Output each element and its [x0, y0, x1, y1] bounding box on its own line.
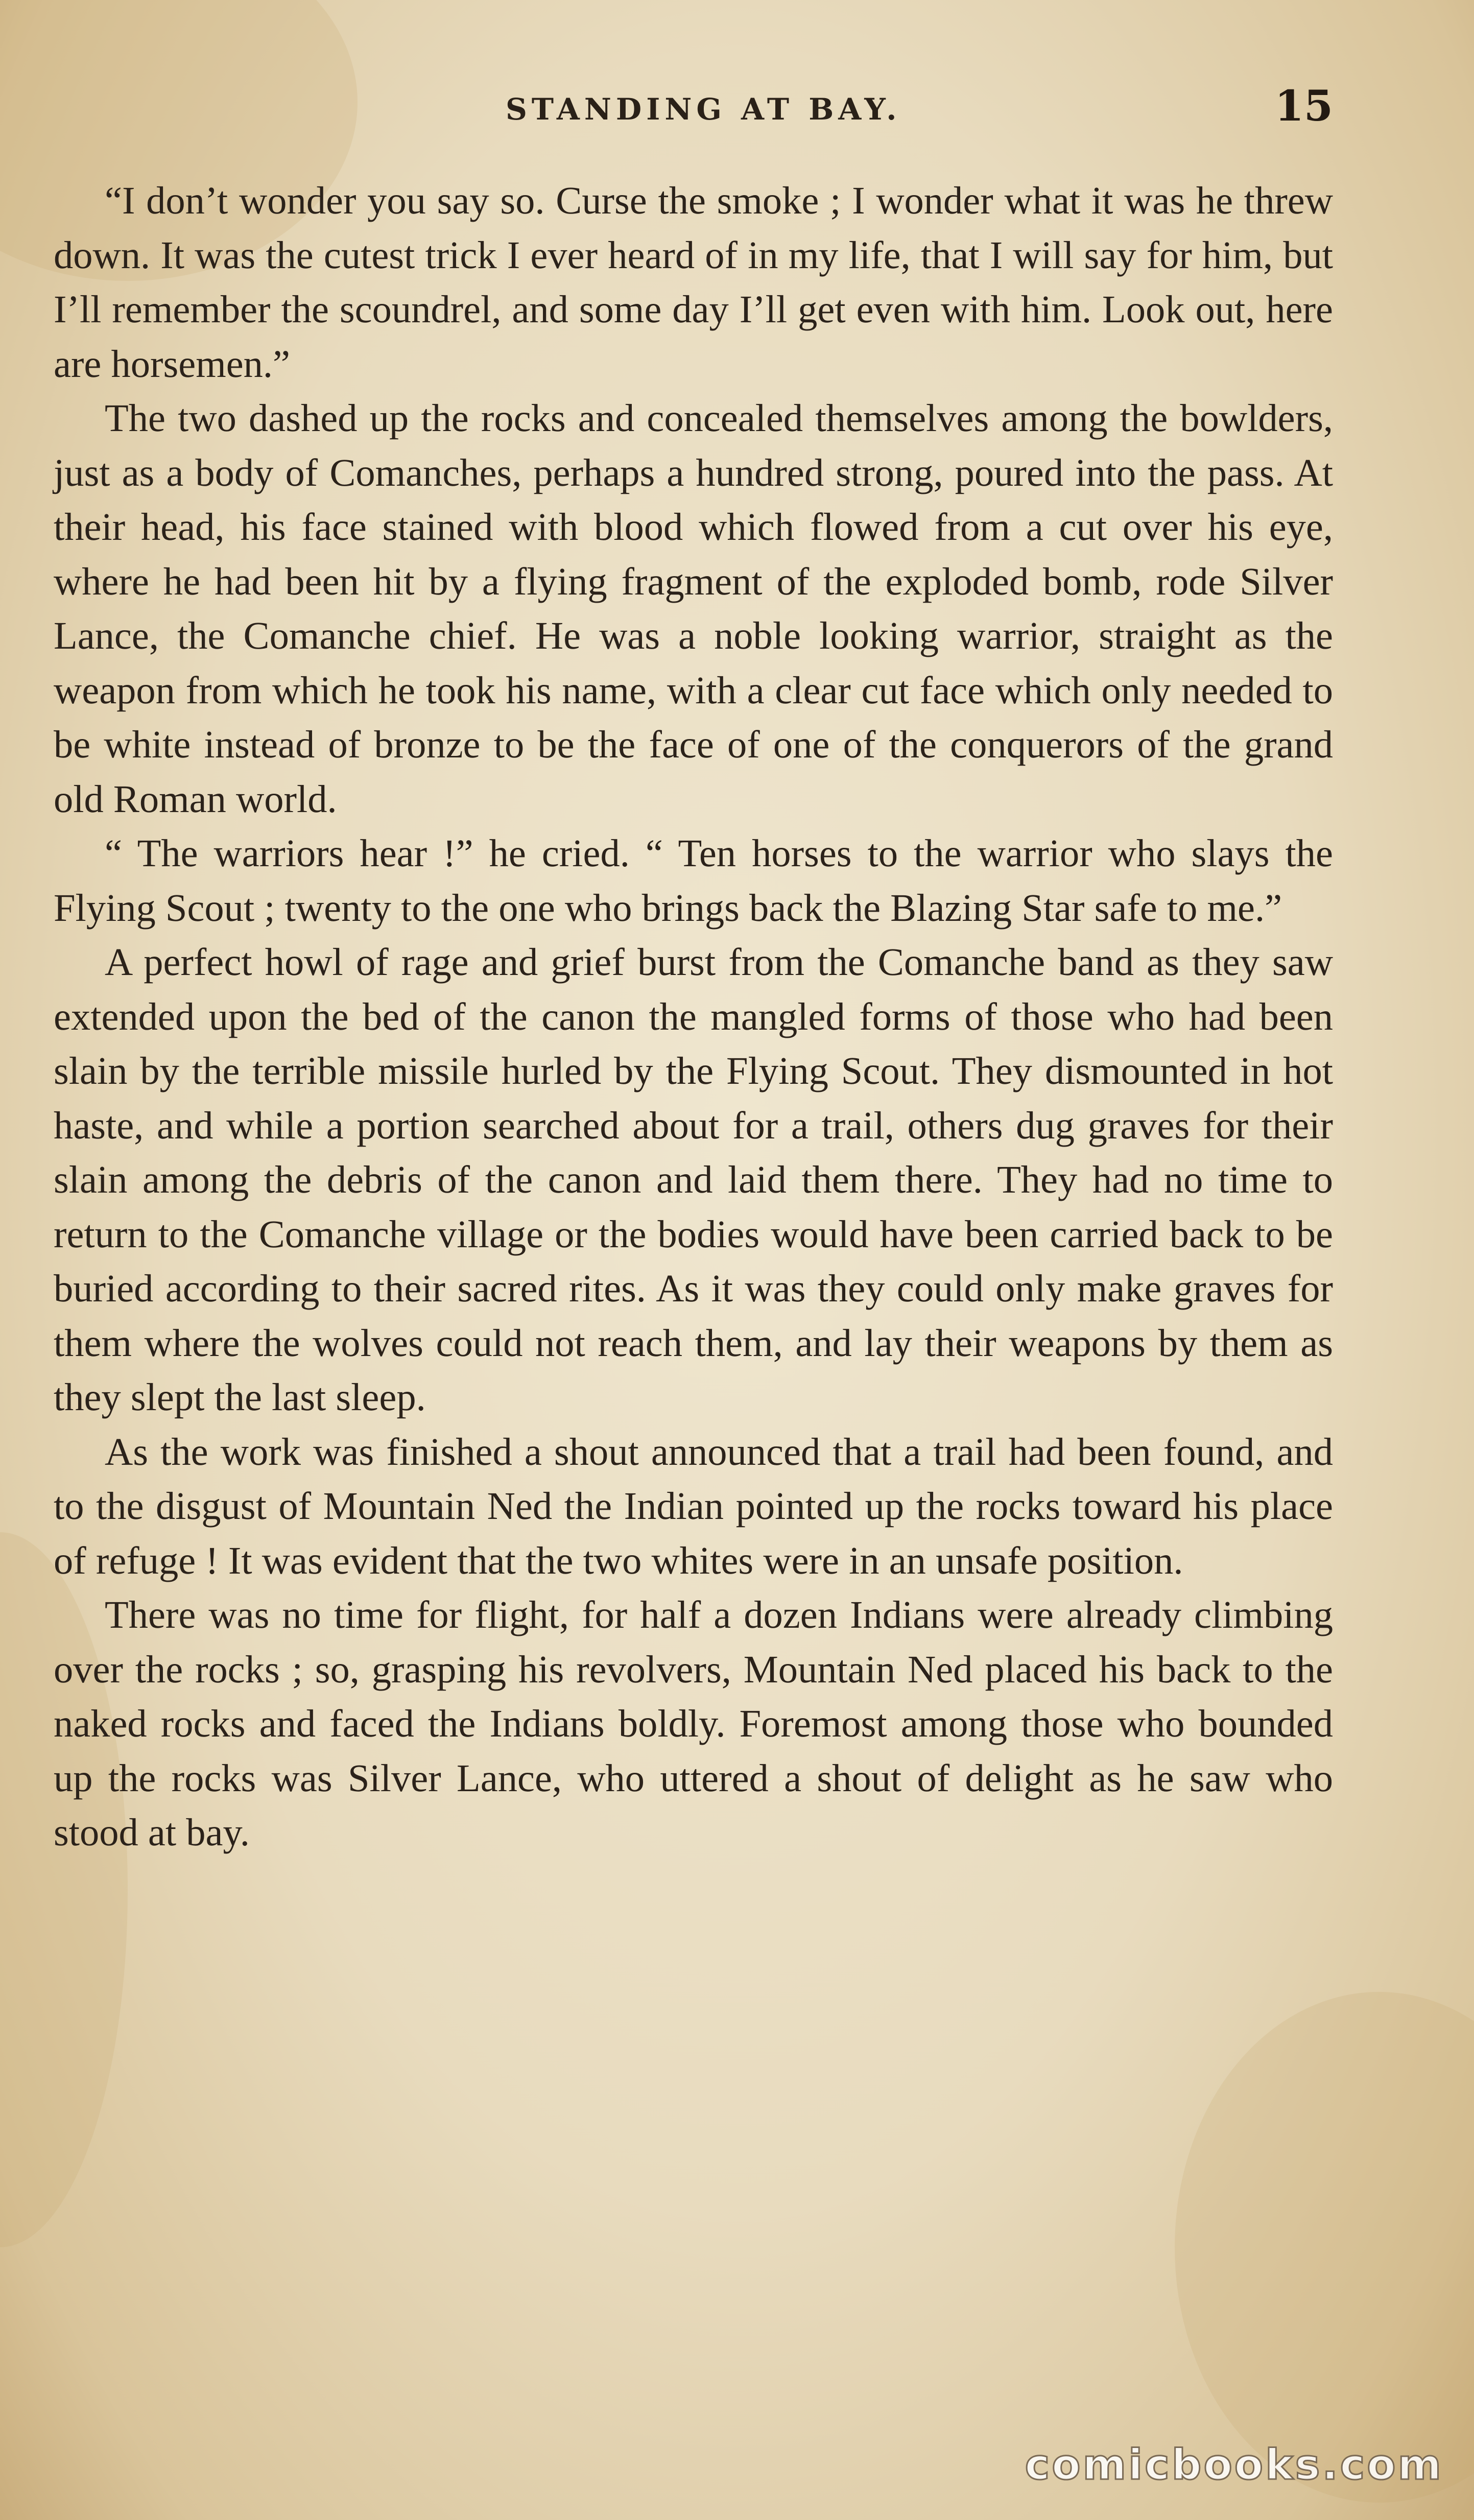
paper-stain — [1175, 1992, 1474, 2503]
paragraph: There was no time for flight, for half a dozen Indians were already climbing over the rocks ; so, grasping his revolvers, Mountain Ned placed his back to the naked rocks and faced the Indians boldly. Foremost among those who bounded up the rocks was Silver Lance, who uttered a shout of delight as he saw who stood at bay. — [54, 1593, 1333, 1854]
running-head: STANDING AT BAY. — [506, 92, 901, 127]
paragraph: “I don’t wonder you say so. Curse the smoke ; I wonder what it was he threw down. It was the cutest trick I ever heard of in my life, that I will say for him, but I’ll remember the scoundrel, and some day I’ll get even with him. Look out, here are horsemen.” — [54, 179, 1333, 386]
paragraph: A perfect howl of rage and grief burst from the Comanche band as they saw extended upon the bed of the canon the mangled forms of those who had been slain by the terrible missile hurled by the Flying Scout. They dismounted in hot haste, and while a portion searched about for a trail, others dug graves for their slain among the debris of the canon and laid them there. They had no time to return to the Comanche village or the bodies would have been carried back to be buried according to their sacred rites. As it was they could only make graves for them where the wolves could not reach them, and lay their weapons by them as they slept the last sleep. — [54, 940, 1333, 1419]
watermark: comicbooks.com — [1025, 2441, 1443, 2489]
body-text — [54, 174, 1333, 1860]
page-number: 15 — [1274, 82, 1333, 131]
paragraph: “ The warriors hear !” he cried. “ Ten horses to the warrior who slays the Flying Scout ; twenty to the one who brings back the Blazing Star safe to me.” — [54, 831, 1333, 930]
paragraph: As the work was finished a shout announced that a trail had been found, and to the disgust of Mountain Ned the Indian pointed up the rocks toward his place of refuge ! It was evident that the two whites were in an unsafe position. — [54, 1430, 1333, 1582]
paragraph: The two dashed up the rocks and concealed themselves among the bowlders, just as a body of Comanches, perhaps a hundred strong, poured into the pass. At their head, his face stained with blood which flowed from a cut over his eye, where he had been hit by a flying fragment of the exploded bomb, rode Silver Lance, the Comanche chief. He was a noble looking warrior, straight as the weapon from which he took his name, with a clear cut face which only needed to be white instead of bronze to be the face of one of the conquerors of the grand old Roman world. — [54, 396, 1333, 821]
page-header — [87, 77, 1333, 138]
